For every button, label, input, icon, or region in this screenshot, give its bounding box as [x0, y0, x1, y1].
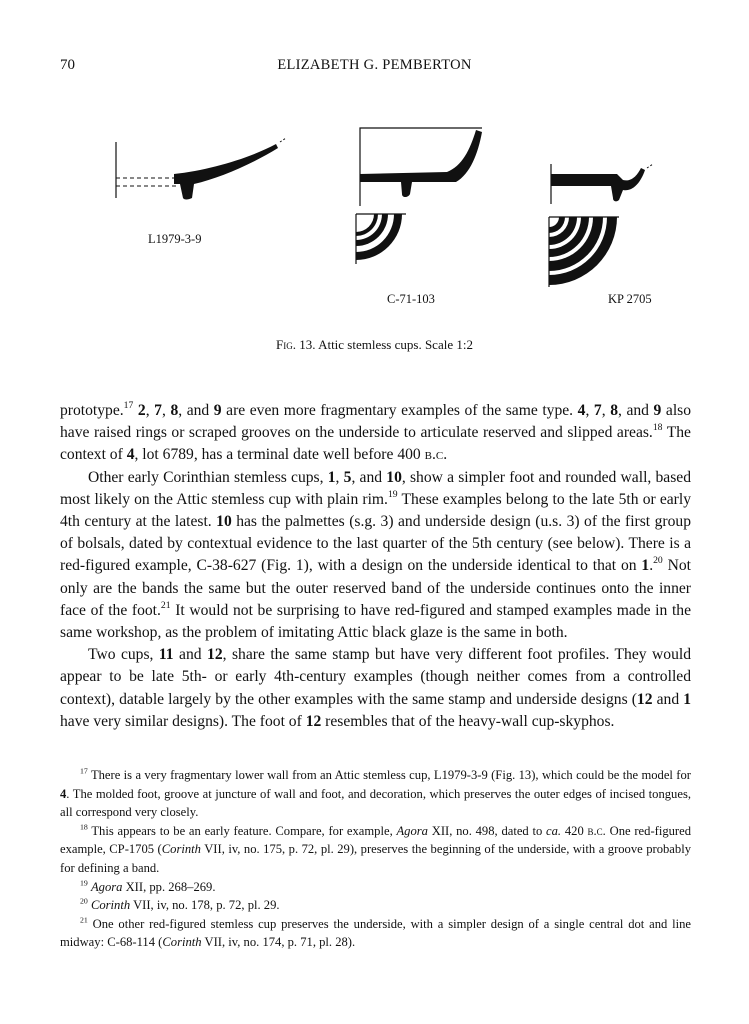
- text-run: Corinth: [162, 935, 202, 950]
- text-run: ,: [585, 402, 594, 419]
- text-run: . The molded foot, groove at juncture of wall and foot, and decoration, which preserves the outer edges of incised tongues, all correspond very closely.: [60, 786, 691, 820]
- text-run: One other red-figured stemless cup preserves the underside, with a simpler design of a single central dot and line midway: C-68-114 (: [60, 916, 691, 950]
- footnote-18: [60, 822, 691, 878]
- text-run: 7: [154, 402, 162, 419]
- text-run: Corinth: [161, 842, 201, 857]
- text-run: Agora: [90, 879, 123, 894]
- paragraph-2: [60, 467, 691, 645]
- text-run: Other early Corinthian stemless cups,: [88, 468, 328, 486]
- footnote-20: [60, 896, 691, 915]
- text-run: 12: [636, 690, 653, 708]
- text-run: ,: [145, 402, 155, 419]
- running-head: ELIZABETH G. PEMBERTON: [277, 57, 472, 73]
- text-run: 21: [80, 915, 88, 925]
- paragraph-1: [60, 400, 691, 467]
- footnotes: [60, 766, 691, 952]
- figure-caption: [0, 337, 749, 353]
- text-run: 8: [170, 402, 179, 419]
- text-run: One red-figured example, CP-1705 (: [60, 823, 691, 857]
- text-run: 4: [126, 446, 135, 464]
- text-run: 9: [213, 402, 222, 419]
- text-run: 9: [653, 402, 662, 419]
- profile-drawing-kp2705: [545, 160, 665, 210]
- figure-label-c71: C-71-103: [387, 292, 435, 306]
- text-run: Corinth: [90, 898, 131, 913]
- text-run: These examples belong to the late 5th or early 4th century at the latest.: [60, 490, 691, 531]
- figure-label-kp2705: KP 2705: [608, 292, 652, 306]
- body-text: [60, 400, 691, 733]
- text-run: are even more fragmentary examples of the same type.: [221, 402, 578, 419]
- text-run: 10: [216, 513, 232, 531]
- text-run: 17: [123, 400, 134, 412]
- caption-prefix: Fig.: [276, 337, 297, 352]
- text-run: VII, iv, no. 175, p. 72, pl. 29), preserves the beginning of the underside, with a groove probably for defining a band.: [60, 842, 691, 875]
- text-run: ,: [161, 402, 171, 419]
- text-run: Agora: [396, 823, 428, 838]
- text-run: 1: [683, 690, 691, 708]
- text-run: 2: [137, 402, 146, 419]
- profile-drawing-c71: [352, 120, 492, 212]
- text-run: 7: [593, 402, 602, 419]
- caption-text: 13. Attic stemless cups. Scale 1:2: [296, 337, 473, 352]
- page-number: 70: [60, 57, 75, 73]
- text-run: also have raised rings or scraped grooves on the underside to articulate reserved and slipped areas.: [60, 402, 692, 442]
- text-run: , and: [351, 468, 387, 486]
- text-run: VII, iv, no. 178, p. 72, pl. 29.: [130, 898, 280, 913]
- text-run: ,: [601, 402, 611, 419]
- text-run: 12: [207, 646, 223, 664]
- text-run: It would not be surprising to have red-figured and stamped examples made in the same workshop, as the problem of imitating Attic black glaze is the same in both.: [60, 601, 691, 642]
- figure-label-l1979: L1979-3-9: [148, 232, 202, 246]
- text-run: There is a very fragmentary lower wall from an Attic stemless cup, L1979-3-9 (Fig. 13), which could be the model for: [87, 768, 691, 782]
- text-run: , share the same stamp but have very different foot profiles. They would appear to be late 5th- or early 4th-century examples (though neither comes from a controlled context), datable largely by the other examples with the same stamp and underside designs (: [60, 646, 691, 708]
- text-run: 20: [80, 896, 88, 906]
- text-run: .: [649, 557, 654, 575]
- text-run: XII, pp. 268–269.: [122, 879, 216, 894]
- text-run: 10: [386, 468, 402, 486]
- paragraph-3: [60, 644, 691, 733]
- text-run: , lot 6789, has a terminal date well before 400: [134, 446, 425, 464]
- text-run: resembles that of the heavy-wall cup-skyphos.: [321, 712, 615, 730]
- text-run: prototype.: [60, 402, 124, 419]
- text-run: ca.: [546, 823, 562, 838]
- footnote-19: [60, 878, 691, 897]
- text-run: This appears to be an early feature. Compare, for example,: [87, 823, 397, 838]
- text-run: 11: [158, 646, 174, 664]
- text-run: 12: [305, 712, 322, 730]
- text-run: 1: [641, 557, 650, 575]
- text-run: has the palmettes (s.g. 3) and underside design (u.s. 3) of the first group of bolsals, dated by contextual evidence to the last quarter of the 5th century (see below). There is a red-figured example, C-38-627 (Fig. 1), with a design on the underside identical to that on: [60, 513, 691, 575]
- underside-diagram-kp2705: [547, 215, 621, 289]
- text-run: Not only are the bands the same but the outer reserved band of the underside continues onto the inner face of the foot.: [60, 557, 691, 619]
- text-run: 4: [577, 402, 586, 419]
- underside-diagram-c71: [354, 212, 408, 266]
- text-run: and: [173, 646, 208, 664]
- text-run: b.c.: [587, 823, 606, 838]
- text-run: ,: [335, 468, 344, 486]
- text-run: XII, no. 498, dated to: [427, 823, 547, 838]
- text-run: 1: [327, 468, 336, 486]
- text-run: 8: [610, 402, 618, 419]
- footnote-21: [60, 915, 691, 952]
- text-run: The context of: [60, 424, 691, 464]
- text-run: 18: [80, 822, 88, 832]
- text-run: Two cups,: [88, 646, 159, 664]
- text-run: 18: [652, 422, 663, 434]
- text-run: , and: [178, 402, 214, 419]
- text-run: 20: [653, 555, 663, 567]
- text-run: 21: [160, 600, 171, 612]
- text-run: 4: [60, 786, 67, 801]
- text-run: 19: [387, 489, 398, 501]
- text-run: have very similar designs). The foot of: [60, 712, 306, 730]
- text-run: , show a simpler foot and rounded wall, based most likely on the Attic stemless cup with plain rim.: [60, 468, 692, 508]
- text-run: 19: [80, 878, 88, 888]
- footnote-17: [60, 766, 691, 822]
- text-run: 17: [80, 766, 88, 776]
- text-run: and: [652, 690, 684, 708]
- text-run: , and: [617, 402, 654, 419]
- text-run: 5: [343, 468, 352, 486]
- text-run: VII, iv, no. 174, p. 71, pl. 28).: [201, 935, 356, 950]
- profile-drawing-l1979: [100, 128, 300, 218]
- text-run: b.c.: [424, 446, 448, 464]
- text-run: 420: [561, 823, 588, 838]
